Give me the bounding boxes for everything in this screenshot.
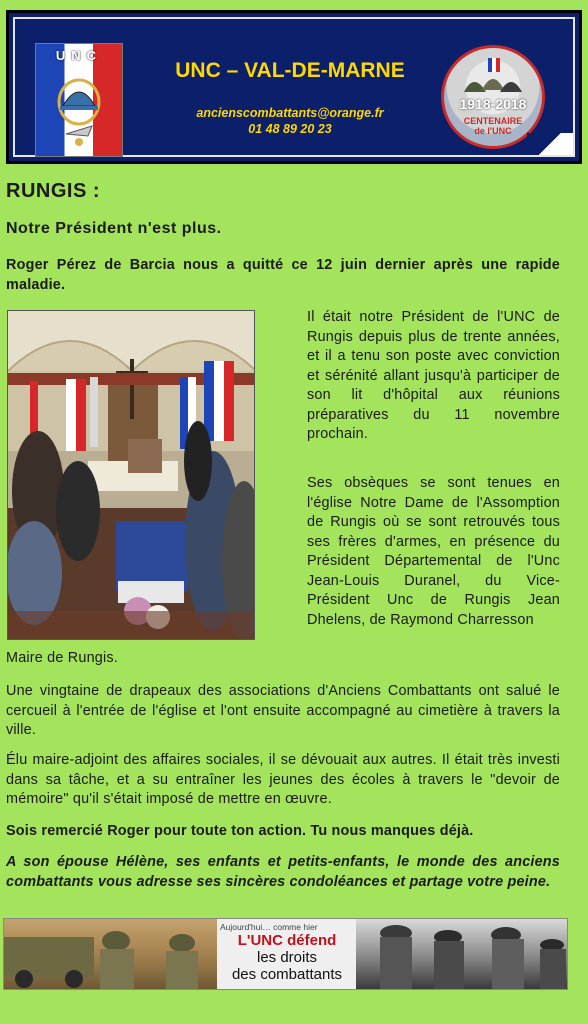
paragraph-presidency: Il était notre Président de l'UNC de Rungis depuis plus de trente années, et il a tenu son poste avec conviction et sérénité allant jusqu'à participer de son lit d'hôpital aux réunions préparatives du 11 novembre prochain.	[307, 309, 560, 442]
article-subheading: Notre Président n'est plus.	[6, 220, 222, 237]
paragraph-funeral-end: Maire de Rungis.	[6, 650, 118, 666]
bottom-banner-caption: Aujourd'hui… comme hier	[220, 922, 318, 932]
helmet-emblem-icon	[36, 44, 122, 156]
centenary-years: 1918-2018	[459, 96, 527, 112]
paragraph-flags: Une vingtaine de drapeaux des associations d'Anciens Combattants ont salué le cercueil à l'entrée de l'église et l'ont ensuite accompagné au cimetière à travers la ville.	[6, 683, 560, 738]
ww1-soldiers-icon	[356, 919, 567, 989]
header-banner	[6, 10, 582, 164]
page-curl	[527, 133, 573, 155]
bottom-banner[interactable]	[3, 918, 568, 990]
header-title: UNC – VAL-DE-MARNE	[175, 59, 405, 82]
paragraph-condolences: A son épouse Hélène, ses enfants et petits-enfants, le monde des anciens combattants vous adresse ses sincères condoléances et partage votre peine.	[6, 854, 560, 890]
header-phone: 01 48 89 20 23	[248, 122, 332, 136]
church-interior-image	[8, 311, 255, 640]
unc-logo-letters: UNC	[55, 48, 103, 63]
slogan-line-2: les droits	[256, 949, 318, 966]
unc-logo	[35, 43, 123, 157]
ww1-soldiers-image	[356, 919, 567, 989]
centenary-label-1: CENTENAIRE	[463, 116, 523, 126]
article-heading: RUNGIS :	[6, 180, 100, 202]
modern-soldiers-image	[4, 919, 217, 989]
paragraph-funeral: Ses obsèques se sont tenues en l'église Notre Dame de l'Assomption de Rungis où se sont retrouvés tous ses frères d'armes, en présence du Président Départemental de l'Unc Jean-Louis Duranel, du Vice-Président Unc de Rungis Jean Dhelens, de Raymond Charresson	[307, 475, 560, 628]
header-frame	[13, 17, 575, 157]
centenary-label-2: de l'UNC	[474, 126, 512, 136]
intro-paragraph: Roger Pérez de Barcia nous a quitté ce 12 juin dernier après une rapide maladie.	[6, 257, 560, 293]
header-email[interactable]: ancienscombattants@orange.fr	[196, 106, 384, 120]
bottom-banner-slogan	[220, 932, 354, 983]
paragraph-thanks: Sois remercié Roger pour toute ton action. Tu nous manques déjà.	[6, 823, 474, 839]
slogan-line-3: des combattants	[231, 966, 343, 983]
soldiers-vehicle-icon	[4, 919, 217, 989]
slogan-unc: L'UNC défend	[237, 932, 337, 949]
slogan-line-1	[220, 932, 354, 949]
funeral-photo	[7, 310, 255, 640]
paragraph-deputy-mayor: Élu maire-adjoint des affaires sociales, il se dévouait aux autres. Il était très investi dans sa tâche, et a su entraîner les jeunes des écoles à travers le "devoir de mémoire" qu'il s'était imposé de mettre en œuvre.	[6, 752, 560, 807]
